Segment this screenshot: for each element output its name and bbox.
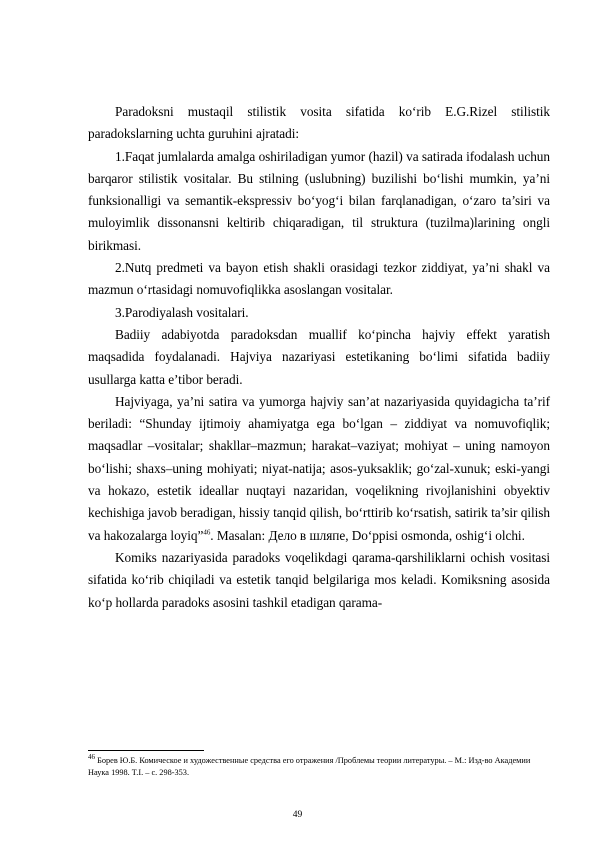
footnote-mark: 46 bbox=[88, 753, 95, 762]
paragraph-1: Paradoksni mustaqil stilistik vosita sifatida ko‘rib E.G.Rizel stilistik paradokslarning uchta guruhini ajratadi: bbox=[88, 104, 550, 142]
footnote-divider bbox=[88, 750, 204, 751]
paragraph-6 bbox=[88, 391, 550, 547]
paragraph-2: 1.Faqat jumlalarda amalga oshiriladigan yumor (hazil) va satirada ifodalash uchun barqaror stilistik vositalar. Bu stilning (uslubning) buzilishi bo‘lishi mumkin, ya’ni funksionalligi va semantik-ekspressiv bo‘yog‘i bilan farqlanadigan, o‘zaro ta’siri va muloyimlik dissonansni keltirib chiqaradigan, til struktura (tuzilma)larining ongli birikmasi. bbox=[88, 148, 550, 253]
paragraph-4: 3.Parodiyalash vositalari. bbox=[115, 304, 249, 320]
paragraph-6-text-end: . Masalan: Дело в шляпе, Do‘ppisi osmonda, oshig‘i olchi. bbox=[210, 527, 525, 543]
footnote bbox=[88, 755, 550, 778]
paragraph-3: 2.Nutq predmeti va bayon etish shakli orasidagi tezkor ziddiyat, ya’ni shakl va mazmun o‘rtasidagi nomuvofiqlikka asoslangan vositalar. bbox=[88, 260, 550, 298]
paragraph-5: Badiiy adabiyotda paradoksdan muallif ko‘pincha hajviy effekt yaratish maqsadida foydalanadi. Hajviya nazariyasi estetikaning bo‘limi sifatida badiiy usullarga katta e’tibor beradi. bbox=[88, 326, 550, 387]
footnote-text: Борев Ю.Б. Комическое и художественные средства его отражения /Проблемы теории литературы. – М.: Изд-во Академии Наука 1998. T.I. – с. 298-353. bbox=[88, 756, 531, 777]
footnote-reference[interactable]: 46 bbox=[203, 528, 211, 537]
body-text bbox=[88, 101, 550, 614]
paragraph-6-text: Hajviyaga, ya’ni satira va yumorga hajviy san’at nazariyasida quyidagicha ta’rif beriladi: “Shunday ijtimoiy ahamiyatga ega bo‘lgan – ziddiyat va nomuvofiqlik; maqsadlar –vositalar; shakllar–mazmun; harakat–vaziyat; mohiyat – uning namoyon bo‘lishi; shaxs–uning mohiyati; niyat-natija; asos-yuksaklik; go‘zal-xunuk; eski-yangi va hokazo, estetik ideallar nuqtayi nazaridan, voqelikning rivojlanishini obyektiv kechishiga javob beradigan, hissiy tanqid qilish, bo‘rttirib ko‘rsatish, satirik ta’sir qilish va hakozalarga loyiq” bbox=[88, 393, 550, 543]
paragraph-7: Komiks nazariyasida paradoks voqelikdagi qarama-qarshiliklarni ochish vositasi sifatida ko‘rib chiqiladi va estetik tanqid belgilariga mos keladi. Komiksning asosida ko‘p hollarda paradoks asosini tashkil etadigan qarama- bbox=[88, 549, 550, 610]
page-number: 49 bbox=[292, 810, 303, 820]
